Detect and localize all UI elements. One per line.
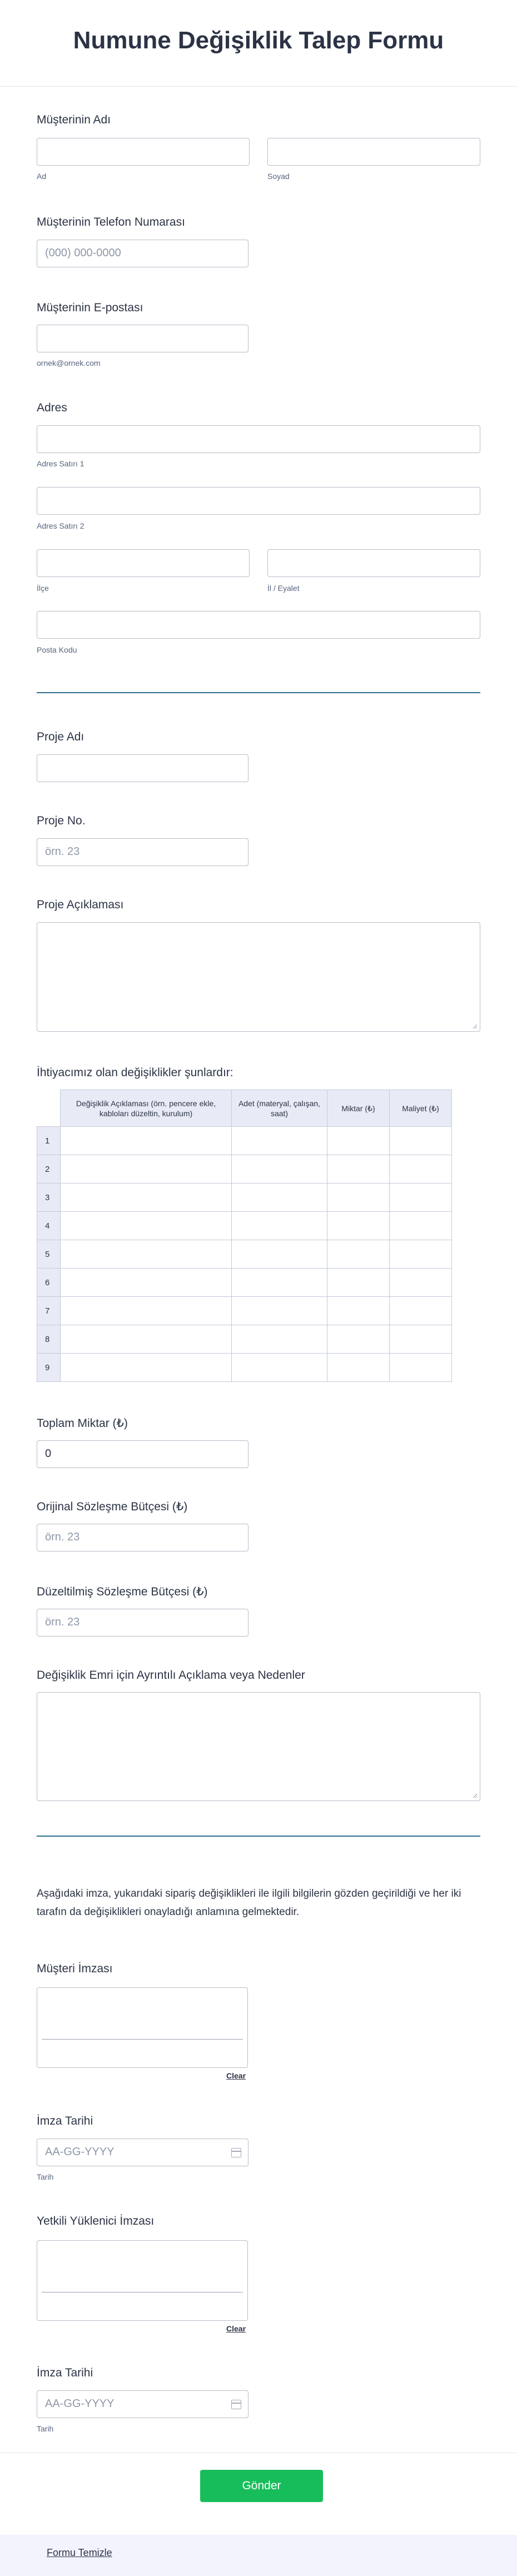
- matrix-cell-input[interactable]: [232, 1325, 327, 1354]
- first-name-input[interactable]: [37, 138, 250, 166]
- signature-baseline: [42, 2039, 243, 2040]
- agreement-text: Aşağıdaki imza, yukarıdaki sipariş değişiklikleri ile ilgili bilgilerin gözden geçirildiği ve her iki tarafın da değişiklikleri onayladığı anlamına gelmektedir.: [37, 1888, 461, 1918]
- form-title: Numune Değişiklik Talep Formu: [73, 27, 444, 54]
- matrix-cell-input[interactable]: [390, 1183, 452, 1212]
- matrix-cell-input[interactable]: [390, 1155, 452, 1183]
- matrix-row-header: 8: [37, 1325, 61, 1354]
- submit-button[interactable]: Gönder: [200, 2470, 323, 2502]
- province-sublabel: İl / Eyalet: [267, 584, 300, 593]
- matrix-cell-input[interactable]: [61, 1183, 232, 1212]
- matrix-cell-input[interactable]: [390, 1354, 452, 1382]
- sign-date-1-label: İmza Tarihi: [37, 2115, 93, 2127]
- matrix-cell-input[interactable]: [61, 1297, 232, 1325]
- matrix-corner: [37, 1090, 61, 1127]
- project-desc-textarea[interactable]: [37, 922, 480, 1032]
- matrix-cell-input[interactable]: [61, 1155, 232, 1183]
- postal-code-sublabel: Posta Kodu: [37, 645, 77, 654]
- matrix-cell-input[interactable]: [327, 1325, 390, 1354]
- matrix-cell-input[interactable]: [232, 1212, 327, 1240]
- form-header: [0, 0, 517, 87]
- customer-signature-clear-button[interactable]: Clear: [226, 2071, 246, 2080]
- total-amount-input[interactable]: 0: [37, 1440, 248, 1468]
- matrix-cell-input[interactable]: [232, 1127, 327, 1155]
- matrix-cell-input[interactable]: [390, 1325, 452, 1354]
- contractor-signature-label: Yetkili Yüklenici İmzası: [37, 2215, 155, 2227]
- sign-date-2-label: İmza Tarihi: [37, 2366, 93, 2379]
- matrix-column-header: Miktar (₺): [327, 1090, 390, 1127]
- matrix-cell-input[interactable]: [327, 1354, 390, 1382]
- postal-code-input[interactable]: [37, 611, 480, 639]
- address-label: Adres: [37, 401, 67, 414]
- sign-date-2-input[interactable]: [37, 2390, 248, 2418]
- matrix-cell-input[interactable]: [232, 1240, 327, 1269]
- contractor-signature-pad[interactable]: [37, 2240, 248, 2321]
- matrix-cell-input[interactable]: [327, 1212, 390, 1240]
- matrix-cell-input[interactable]: [327, 1155, 390, 1183]
- revised-budget-input[interactable]: örn. 23: [37, 1609, 248, 1637]
- matrix-cell-input[interactable]: [327, 1183, 390, 1212]
- matrix-cell-input[interactable]: [390, 1127, 452, 1155]
- matrix-row: [37, 1240, 452, 1269]
- matrix-cell-input[interactable]: [390, 1297, 452, 1325]
- matrix-cell-input[interactable]: [61, 1212, 232, 1240]
- sign-date-2-sublabel: Tarih: [37, 2424, 54, 2433]
- changes-matrix: [37, 1090, 452, 1382]
- clear-form-link[interactable]: Formu Temizle: [47, 2547, 112, 2558]
- matrix-row: [37, 1183, 452, 1212]
- reason-textarea[interactable]: [37, 1692, 480, 1801]
- matrix-cell-input[interactable]: [327, 1269, 390, 1297]
- address-line2-sublabel: Adres Satırı 2: [37, 521, 84, 530]
- contractor-signature-clear-button[interactable]: Clear: [226, 2324, 246, 2333]
- email-input[interactable]: [37, 325, 248, 352]
- resize-grip-icon[interactable]: [472, 1793, 478, 1798]
- matrix-cell-input[interactable]: [232, 1354, 327, 1382]
- resize-grip-icon[interactable]: [472, 1023, 478, 1029]
- matrix-row: [37, 1325, 452, 1354]
- matrix-column-header: Değişiklik Açıklaması (örn. pencere ekle, kabloları düzeltin, kurulum): [61, 1090, 232, 1127]
- matrix-row-header: 3: [37, 1183, 61, 1212]
- district-input[interactable]: [37, 549, 250, 577]
- matrix-cell-input[interactable]: [61, 1325, 232, 1354]
- matrix-row-header: 6: [37, 1269, 61, 1297]
- matrix-cell-input[interactable]: [61, 1240, 232, 1269]
- matrix-row: [37, 1354, 452, 1382]
- matrix-cell-input[interactable]: [61, 1354, 232, 1382]
- last-name-input[interactable]: [267, 138, 480, 166]
- matrix-cell-input[interactable]: [232, 1183, 327, 1212]
- matrix-row-header: 9: [37, 1354, 61, 1382]
- changes-label: İhtiyacımız olan değişiklikler şunlardır:: [37, 1066, 233, 1079]
- matrix-cell-input[interactable]: [327, 1127, 390, 1155]
- calendar-icon[interactable]: [231, 2400, 241, 2409]
- phone-label: Müşterinin Telefon Numarası: [37, 216, 185, 228]
- matrix-row-header: 4: [37, 1212, 61, 1240]
- project-name-label: Proje Adı: [37, 730, 84, 743]
- matrix-column-header: Adet (materyal, çalışan, saat): [232, 1090, 327, 1127]
- matrix-cell-input[interactable]: [61, 1269, 232, 1297]
- sign-date-1-placeholder: AA-GG-YYYY: [45, 2146, 115, 2158]
- address-line1-input[interactable]: [37, 425, 480, 453]
- matrix-row: [37, 1297, 452, 1325]
- matrix-cell-input[interactable]: [232, 1155, 327, 1183]
- matrix-row: [37, 1127, 452, 1155]
- section-divider: [37, 1836, 480, 1837]
- last-name-sublabel: Soyad: [267, 172, 290, 181]
- matrix-cell-input[interactable]: [327, 1240, 390, 1269]
- matrix-cell-input[interactable]: [232, 1297, 327, 1325]
- matrix-cell-input[interactable]: [232, 1269, 327, 1297]
- total-amount-label: Toplam Miktar (₺): [37, 1417, 128, 1430]
- email-label: Müşterinin E-postası: [37, 301, 143, 314]
- calendar-icon[interactable]: [231, 2148, 241, 2157]
- matrix-cell-input[interactable]: [61, 1127, 232, 1155]
- original-budget-input[interactable]: örn. 23: [37, 1524, 248, 1551]
- matrix-row: [37, 1269, 452, 1297]
- address-line2-input[interactable]: [37, 487, 480, 515]
- customer-name-label: Müşterinin Adı: [37, 113, 111, 126]
- matrix-row-header: 2: [37, 1155, 61, 1183]
- sign-date-1-input[interactable]: [37, 2139, 248, 2166]
- sign-date-2-placeholder: AA-GG-YYYY: [45, 2398, 115, 2410]
- matrix-cell-input[interactable]: [390, 1240, 452, 1269]
- project-no-label: Proje No.: [37, 814, 86, 827]
- matrix-row-header: 7: [37, 1297, 61, 1325]
- matrix-row: [37, 1212, 452, 1240]
- address-line1-sublabel: Adres Satırı 1: [37, 459, 84, 468]
- matrix-column-header: Maliyet (₺): [390, 1090, 452, 1127]
- matrix-row-header: 5: [37, 1240, 61, 1269]
- customer-signature-pad[interactable]: [37, 1987, 248, 2068]
- section-divider: [37, 692, 480, 693]
- sign-date-1-sublabel: Tarih: [37, 2172, 54, 2181]
- project-name-input[interactable]: [37, 754, 248, 782]
- matrix-row-header: 1: [37, 1127, 61, 1155]
- project-no-input[interactable]: örn. 23: [37, 838, 248, 866]
- email-sublabel: ornek@ornek.com: [37, 359, 101, 367]
- matrix-row: [37, 1155, 452, 1183]
- customer-signature-label: Müşteri İmzası: [37, 1962, 113, 1975]
- matrix-cell-input[interactable]: [390, 1212, 452, 1240]
- district-sublabel: İlçe: [37, 584, 49, 593]
- original-budget-label: Orijinal Sözleşme Bütçesi (₺): [37, 1500, 188, 1513]
- phone-input[interactable]: (000) 000-0000: [37, 240, 248, 267]
- revised-budget-label: Düzeltilmiş Sözleşme Bütçesi (₺): [37, 1585, 208, 1598]
- matrix-cell-input[interactable]: [390, 1269, 452, 1297]
- matrix-cell-input[interactable]: [327, 1297, 390, 1325]
- project-desc-label: Proje Açıklaması: [37, 898, 124, 911]
- reason-label: Değişiklik Emri için Ayrıntılı Açıklama veya Nedenler: [37, 1669, 305, 1682]
- province-input[interactable]: [267, 549, 480, 577]
- first-name-sublabel: Ad: [37, 172, 47, 181]
